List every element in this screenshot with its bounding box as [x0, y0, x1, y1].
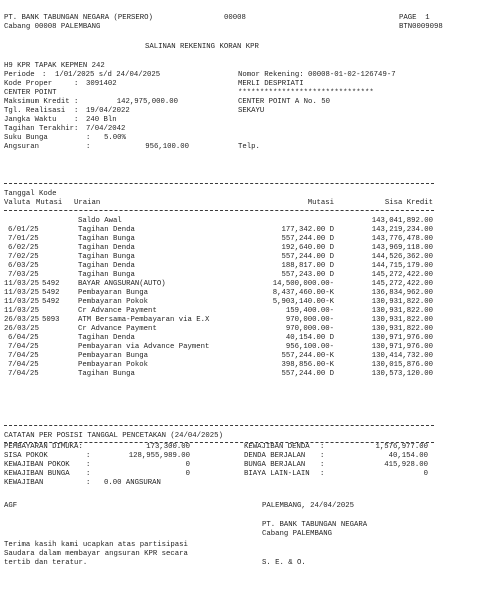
row-description: Pembayaran Pokok	[78, 361, 149, 369]
no-rekening-label: Nomor Rekening:	[238, 71, 304, 79]
tgl-realisasi-value: 19/04/2022	[86, 107, 130, 115]
document-code: BTN0009098	[399, 23, 443, 31]
row-date: 7/03/25	[8, 271, 39, 279]
denda-berjalan-value: 40,154.00	[388, 452, 428, 460]
row-date: 11/03/25	[4, 298, 40, 306]
tagihan-terakhir-label: Tagihan Terakhir	[4, 125, 75, 133]
row-description: Pembayaran Pokok	[78, 298, 149, 306]
suku-bunga-value: 5.00%	[104, 134, 126, 142]
summary-title: CATATAN PER POSISI TANGGAL PENCETAKAN (24/04/2025)	[4, 432, 223, 440]
kewajiban-denda-value: 1,576,977.00	[375, 443, 428, 451]
stars-divider: *******************************	[238, 89, 374, 97]
row-mutasi: 956,100.00-	[285, 343, 334, 351]
row-code: 5492	[42, 289, 60, 297]
row-sisa: 143,041,892.00	[371, 217, 433, 225]
row-sisa: 143,219,234.00	[371, 226, 433, 234]
angsuran-value: 956,100.00	[145, 143, 189, 151]
row-mutasi: 970,000.00-	[285, 316, 334, 324]
row-date: 7/01/25	[8, 235, 39, 243]
row-description: Pembayaran via Advance Payment	[78, 343, 210, 351]
row-mutasi: 5,903,140.00-K	[272, 298, 334, 306]
row-description: Saldo Awal	[78, 217, 122, 225]
row-description: Pembayaran Bunga	[78, 352, 149, 360]
periode-label: Periode	[4, 71, 35, 79]
row-sisa: 136,834,962.00	[371, 289, 433, 297]
row-mutasi: 177,342.00 D	[281, 226, 334, 234]
row-date: 7/04/25	[8, 343, 39, 351]
biaya-lain-value: 0	[423, 470, 428, 478]
seo-signature: S. E. & O.	[262, 559, 306, 567]
place-date: PALEMBANG, 24/04/2025	[262, 502, 354, 510]
kewajiban-pokok-label: KEWAJIBAN POKOK	[4, 461, 70, 469]
address-line-2: SEKAYU	[238, 107, 265, 115]
row-code: 5492	[42, 298, 60, 306]
row-date: 26/03/25	[4, 325, 40, 333]
row-sisa: 130,015,876.00	[371, 361, 433, 369]
row-sisa: 130,414,732.00	[371, 352, 433, 360]
row-description: Tagihan Denda	[78, 244, 135, 252]
row-description: ATM Bersama-Pembayaran via E.X	[78, 316, 210, 324]
row-mutasi: 14,500,000.00-	[272, 280, 334, 288]
center-point-label: CENTER POINT	[4, 89, 57, 97]
row-mutasi: 192,640.00 D	[281, 244, 334, 252]
row-mutasi: 8,437,460.00-K	[272, 289, 334, 297]
thanks-line-2: Saudara dalam membayar angsuran KPR secara	[4, 550, 188, 558]
row-mutasi: 557,244.00 D	[281, 235, 334, 243]
row-description: Tagihan Bunga	[78, 271, 135, 279]
row-sisa: 145,272,422.00	[371, 271, 433, 279]
bunga-berjalan-label: BUNGA BERJALAN	[244, 461, 306, 469]
periode-value: 1/01/2025 s/d 24/04/2025	[55, 71, 161, 79]
row-sisa: 130,971,976.00	[371, 343, 433, 351]
footer-bank-name: PT. BANK TABUNGAN NEGARA	[262, 521, 368, 529]
telp-label: Telp.	[238, 143, 260, 151]
row-sisa: 130,931,822.00	[371, 325, 433, 333]
row-description: Tagihan Denda	[78, 334, 135, 342]
row-sisa: 130,573,120.00	[371, 370, 433, 378]
row-description: Cr Advance Payment	[78, 307, 157, 315]
row-description: Tagihan Bunga	[78, 253, 135, 261]
biaya-lain-label: BIAYA LAIN-LAIN	[244, 470, 310, 478]
row-date: 11/03/25	[4, 307, 40, 315]
tgl-realisasi-label: Tgl. Realisasi	[4, 107, 66, 115]
row-code: 5093	[42, 316, 60, 324]
row-sisa: 130,931,822.00	[371, 316, 433, 324]
address-line-1: CENTER POINT A No. 50	[238, 98, 330, 106]
row-date: 6/03/25	[8, 262, 39, 270]
kewajiban-value: 0.00 ANGSURAN	[104, 479, 161, 487]
row-date: 7/04/25	[8, 370, 39, 378]
row-sisa: 143,776,478.00	[371, 235, 433, 243]
branch-line: Cabang 00008 PALEMBANG	[4, 23, 101, 31]
row-sisa: 130,931,822.00	[371, 298, 433, 306]
row-mutasi: 557,243.00 D	[281, 271, 334, 279]
row-sisa: 144,526,362.00	[371, 253, 433, 261]
row-code: 5492	[42, 280, 60, 288]
row-date: 6/02/25	[8, 244, 39, 252]
row-date: 6/04/25	[8, 334, 39, 342]
row-description: Tagihan Denda	[78, 226, 135, 234]
row-date: 7/02/25	[8, 253, 39, 261]
document-title: SALINAN REKENING KORAN KPR	[145, 43, 259, 51]
row-sisa: 145,272,422.00	[371, 280, 433, 288]
kode-proper-value: 3091402	[86, 80, 117, 88]
table-top-rule	[4, 183, 434, 184]
bunga-berjalan-value: 415,928.00	[384, 461, 428, 469]
table-head-sisa-kredit: Sisa Kredit	[384, 199, 433, 207]
row-mutasi: 557,244.00 D	[281, 253, 334, 261]
kewajiban-label: KEWAJIBAN	[4, 479, 44, 487]
row-description: Pembayaran Bunga	[78, 289, 149, 297]
row-sisa: 130,971,976.00	[371, 334, 433, 342]
kode-proper-label: Kode Proper	[4, 80, 53, 88]
row-date: 11/03/25	[4, 289, 40, 297]
page-number: PAGE 1	[399, 14, 430, 22]
row-mutasi: 398,856.00-K	[281, 361, 334, 369]
kewajiban-bunga-label: KEWAJIBAN BUNGA	[4, 470, 70, 478]
kewajiban-pokok-value: 0	[185, 461, 190, 469]
no-rekening-value: 00008-01-02-126749-7	[308, 71, 396, 79]
row-date: 11/03/25	[4, 280, 40, 288]
thanks-line-3: tertib dan teratur.	[4, 559, 88, 567]
maksimum-kredit-value: 142,975,000.00	[116, 98, 178, 106]
bank-name: PT. BANK TABUNGAN NEGARA (PERSERO)	[4, 14, 153, 22]
maksimum-kredit-label: Maksimum Kredit	[4, 98, 70, 106]
table-head-mutasi: Mutasi	[307, 199, 334, 207]
branch-code: 00008	[224, 14, 246, 22]
sisa-pokok-label: SISA POKOK	[4, 452, 48, 460]
row-description: Tagihan Bunga	[78, 370, 135, 378]
angsuran-label: Angsuran	[4, 143, 40, 151]
row-mutasi: 159,400.00-	[285, 307, 334, 315]
table-header-rule	[4, 210, 434, 211]
row-description: Cr Advance Payment	[78, 325, 157, 333]
row-mutasi: 188,817.00 D	[281, 262, 334, 270]
pembayaran-dimuka-value: 173,300.00	[146, 443, 190, 451]
jangka-waktu-label: Jangka Waktu	[4, 116, 57, 124]
kewajiban-denda-label: KEWAJIBAN DENDA	[244, 443, 310, 451]
suku-bunga-label: Suku Bunga	[4, 134, 48, 142]
tagihan-terakhir-value: 7/04/2042	[86, 125, 126, 133]
denda-berjalan-label: DENDA BERJALAN	[244, 452, 306, 460]
customer-name: MERLI DESPRIATI	[238, 80, 304, 88]
table-head-valuta: Valuta	[4, 199, 31, 207]
row-mutasi: 557,244.00-K	[281, 352, 334, 360]
table-head-mutasi-code: Mutasi	[36, 199, 63, 207]
row-mutasi: 970,000.00-	[285, 325, 334, 333]
table-head-tanggal-kode: Tanggal Kode	[4, 190, 57, 198]
row-mutasi: 557,244.00 D	[281, 370, 334, 378]
footer-branch: Cabang PALEMBANG	[262, 530, 333, 538]
row-sisa: 130,931,822.00	[371, 307, 433, 315]
summary-top-rule	[4, 425, 434, 426]
row-description: Tagihan Bunga	[78, 235, 135, 243]
row-date: 7/04/25	[8, 352, 39, 360]
sisa-pokok-value: 128,955,989.00	[128, 452, 190, 460]
kewajiban-bunga-value: 0	[185, 470, 190, 478]
pembayaran-dimuka-label: PEMBAYARAN DIMUKA:	[4, 443, 83, 451]
agf-label: AGF	[4, 502, 18, 510]
row-date: 26/03/25	[4, 316, 40, 324]
row-sisa: 144,715,179.00	[371, 262, 433, 270]
row-description: Tagihan Denda	[78, 262, 135, 270]
row-date: 7/04/25	[8, 361, 39, 369]
jangka-waktu-value: 240 Bln	[86, 116, 117, 124]
table-head-uraian: Uraian	[74, 199, 101, 207]
thanks-line-1: Terima kasih kami ucapkan atas partisipasi	[4, 541, 188, 549]
row-description: BAYAR ANGSURAN(AUTO)	[78, 280, 166, 288]
product-name: H9 KPR TAPAK KEPMEN 242	[4, 62, 105, 70]
row-mutasi: 40,154.00 D	[285, 334, 334, 342]
row-date: 6/01/25	[8, 226, 39, 234]
row-sisa: 143,969,118.00	[371, 244, 433, 252]
